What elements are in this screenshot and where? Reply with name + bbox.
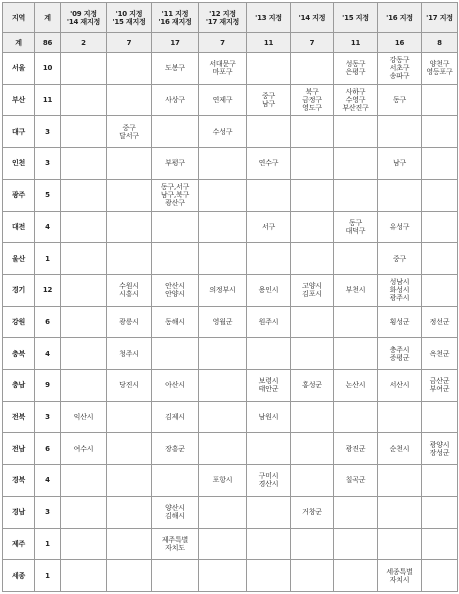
column-header: '13 지정	[247, 3, 291, 33]
district-cell	[422, 560, 458, 592]
region-cell: 충남	[3, 370, 35, 402]
table-row	[3, 338, 458, 370]
district-cell: 김제시	[152, 401, 199, 433]
district-cell: 영월군	[199, 306, 247, 338]
district-cell	[334, 528, 378, 560]
region-count-cell: 10	[35, 53, 61, 85]
district-cell: 횡성군	[378, 306, 422, 338]
district-cell	[107, 179, 152, 211]
table-row	[3, 243, 458, 275]
district-cell	[422, 84, 458, 116]
district-cell: 광양시 장성군	[422, 433, 458, 465]
district-cell	[61, 465, 107, 497]
district-cell: 북구 금정구 영도구	[291, 84, 334, 116]
district-cell	[107, 243, 152, 275]
district-cell: 중구 달서구	[107, 116, 152, 148]
district-cell: 사상구	[152, 84, 199, 116]
region-count-cell: 11	[35, 84, 61, 116]
district-cell	[291, 338, 334, 370]
district-cell	[334, 496, 378, 528]
district-cell	[291, 401, 334, 433]
table-row	[3, 274, 458, 306]
district-cell	[247, 243, 291, 275]
district-cell	[107, 84, 152, 116]
table-row	[3, 148, 458, 180]
district-cell	[291, 148, 334, 180]
region-cell: 충북	[3, 338, 35, 370]
district-cell	[422, 496, 458, 528]
district-cell: 고양시 김포시	[291, 274, 334, 306]
table-body	[3, 53, 458, 592]
district-cell	[422, 243, 458, 275]
district-cell	[61, 179, 107, 211]
district-cell	[291, 528, 334, 560]
district-cell: 세종특별 자치시	[378, 560, 422, 592]
district-cell: 연제구	[199, 84, 247, 116]
region-count-cell: 9	[35, 370, 61, 402]
district-cell	[61, 370, 107, 402]
table-row	[3, 306, 458, 338]
table-row	[3, 560, 458, 592]
district-cell	[291, 560, 334, 592]
district-cell	[378, 496, 422, 528]
district-cell	[247, 433, 291, 465]
table-row	[3, 116, 458, 148]
district-cell	[422, 274, 458, 306]
district-cell	[152, 211, 199, 243]
table-row	[3, 465, 458, 497]
district-cell: 여수시	[61, 433, 107, 465]
total-cell: 11	[247, 33, 291, 53]
region-count-cell: 3	[35, 116, 61, 148]
district-cell	[199, 528, 247, 560]
district-cell	[247, 338, 291, 370]
district-cell	[107, 401, 152, 433]
district-cell: 서대문구 마포구	[199, 53, 247, 85]
district-cell: 동구,서구 남구,북구 광산구	[152, 179, 199, 211]
district-cell	[378, 179, 422, 211]
total-cell: 8	[422, 33, 458, 53]
district-cell	[247, 116, 291, 148]
district-cell	[61, 496, 107, 528]
district-cell	[247, 53, 291, 85]
district-cell: 원주시	[247, 306, 291, 338]
district-cell: 양천구 영등포구	[422, 53, 458, 85]
district-cell: 연수구	[247, 148, 291, 180]
column-header: '09 지정 '14 재지정	[61, 3, 107, 33]
region-cell: 서울	[3, 53, 35, 85]
district-cell	[199, 179, 247, 211]
district-cell: 아산시	[152, 370, 199, 402]
region-cell: 울산	[3, 243, 35, 275]
district-cell: 서산시	[378, 370, 422, 402]
region-cell: 인천	[3, 148, 35, 180]
district-cell	[291, 306, 334, 338]
district-cell: 안산시 안양시	[152, 274, 199, 306]
district-cell	[247, 179, 291, 211]
district-cell	[378, 401, 422, 433]
column-header: '15 지정	[334, 3, 378, 33]
district-cell: 거창군	[291, 496, 334, 528]
district-cell	[378, 528, 422, 560]
district-cell	[199, 148, 247, 180]
district-cell	[334, 148, 378, 180]
table-row	[3, 84, 458, 116]
designation-table	[2, 2, 458, 592]
district-cell	[199, 496, 247, 528]
district-cell: 성남시 화성시 광주시	[378, 274, 422, 306]
table-row	[3, 370, 458, 402]
column-header: '12 지정 '17 재지정	[199, 3, 247, 33]
table-row	[3, 53, 458, 85]
district-cell	[247, 528, 291, 560]
district-cell: 수원시 시흥시	[107, 274, 152, 306]
region-count-cell: 4	[35, 465, 61, 497]
district-cell: 용인시	[247, 274, 291, 306]
district-cell	[61, 211, 107, 243]
district-cell	[422, 401, 458, 433]
district-cell: 동구 대덕구	[334, 211, 378, 243]
district-cell	[107, 465, 152, 497]
total-cell: 11	[334, 33, 378, 53]
district-cell	[152, 243, 199, 275]
district-cell: 홍성군	[291, 370, 334, 402]
district-cell	[199, 433, 247, 465]
region-cell: 제주	[3, 528, 35, 560]
district-cell: 유성구	[378, 211, 422, 243]
district-cell: 부평구	[152, 148, 199, 180]
region-count-cell: 6	[35, 433, 61, 465]
district-cell	[107, 433, 152, 465]
district-cell	[152, 338, 199, 370]
table-row	[3, 496, 458, 528]
region-count-cell: 3	[35, 401, 61, 433]
district-cell	[61, 84, 107, 116]
district-cell: 충주시 증평군	[378, 338, 422, 370]
district-cell	[378, 116, 422, 148]
table-row	[3, 433, 458, 465]
district-cell	[107, 560, 152, 592]
district-cell: 광릉시	[107, 306, 152, 338]
district-cell	[61, 243, 107, 275]
district-cell	[334, 179, 378, 211]
region-count-cell: 6	[35, 306, 61, 338]
region-count-cell: 1	[35, 243, 61, 275]
total-cell: 7	[199, 33, 247, 53]
district-cell	[107, 496, 152, 528]
column-header: '14 지정	[291, 3, 334, 33]
district-cell	[152, 116, 199, 148]
table-row	[3, 211, 458, 243]
district-cell: 보령시 태안군	[247, 370, 291, 402]
column-header: '10 지정 '15 재지정	[107, 3, 152, 33]
district-cell	[61, 560, 107, 592]
region-count-cell: 12	[35, 274, 61, 306]
region-count-cell: 4	[35, 211, 61, 243]
district-cell: 중구 남구	[247, 84, 291, 116]
district-cell: 남구	[378, 148, 422, 180]
district-cell	[291, 465, 334, 497]
district-cell	[107, 211, 152, 243]
district-cell: 논산시	[334, 370, 378, 402]
region-cell: 부산	[3, 84, 35, 116]
district-cell	[422, 465, 458, 497]
column-header: 지역	[3, 3, 35, 33]
column-header: 계	[35, 3, 61, 33]
total-label: 계	[3, 33, 35, 53]
district-cell: 옥천군	[422, 338, 458, 370]
region-cell: 경북	[3, 465, 35, 497]
region-count-cell: 3	[35, 148, 61, 180]
total-cell: 86	[35, 33, 61, 53]
region-cell: 대구	[3, 116, 35, 148]
district-cell: 청주시	[107, 338, 152, 370]
district-cell: 칠곡군	[334, 465, 378, 497]
district-cell	[107, 53, 152, 85]
district-cell	[107, 148, 152, 180]
district-cell: 익산시	[61, 401, 107, 433]
district-cell	[199, 243, 247, 275]
district-cell	[61, 528, 107, 560]
district-cell: 강동구 서초구 송파구	[378, 53, 422, 85]
district-cell: 의정부시	[199, 274, 247, 306]
district-cell	[291, 433, 334, 465]
table-row	[3, 401, 458, 433]
district-cell	[422, 211, 458, 243]
district-cell: 포항시	[199, 465, 247, 497]
district-cell: 남원시	[247, 401, 291, 433]
region-cell: 강원	[3, 306, 35, 338]
district-cell: 순천시	[378, 433, 422, 465]
total-cell: 7	[291, 33, 334, 53]
district-cell	[422, 528, 458, 560]
district-cell	[334, 401, 378, 433]
district-cell	[291, 116, 334, 148]
district-cell: 서구	[247, 211, 291, 243]
district-cell: 양산시 김해시	[152, 496, 199, 528]
district-cell: 동해시	[152, 306, 199, 338]
district-cell	[422, 179, 458, 211]
district-cell	[422, 116, 458, 148]
total-cell: 16	[378, 33, 422, 53]
district-cell	[334, 306, 378, 338]
district-cell: 중구	[378, 243, 422, 275]
district-cell	[199, 401, 247, 433]
district-cell	[334, 560, 378, 592]
district-cell	[199, 211, 247, 243]
region-count-cell: 4	[35, 338, 61, 370]
district-cell	[61, 274, 107, 306]
region-count-cell: 5	[35, 179, 61, 211]
district-cell	[61, 116, 107, 148]
district-cell	[291, 211, 334, 243]
region-count-cell: 1	[35, 528, 61, 560]
region-cell: 대전	[3, 211, 35, 243]
district-cell: 장흥군	[152, 433, 199, 465]
region-cell: 광주	[3, 179, 35, 211]
district-cell: 부천시	[334, 274, 378, 306]
region-cell: 경기	[3, 274, 35, 306]
total-row	[3, 33, 458, 53]
district-cell	[291, 243, 334, 275]
district-cell	[61, 53, 107, 85]
district-cell: 금산군 부여군	[422, 370, 458, 402]
district-cell	[61, 148, 107, 180]
district-cell: 수성구	[199, 116, 247, 148]
total-cell: 2	[61, 33, 107, 53]
district-cell: 당진시	[107, 370, 152, 402]
region-cell: 전북	[3, 401, 35, 433]
district-cell	[199, 338, 247, 370]
district-cell	[199, 560, 247, 592]
district-cell	[107, 528, 152, 560]
district-cell: 정선군	[422, 306, 458, 338]
district-cell: 성동구 은평구	[334, 53, 378, 85]
district-cell	[152, 465, 199, 497]
region-count-cell: 3	[35, 496, 61, 528]
district-cell	[334, 116, 378, 148]
district-cell	[199, 370, 247, 402]
total-cell: 17	[152, 33, 199, 53]
column-header: '16 지정	[378, 3, 422, 33]
region-cell: 경남	[3, 496, 35, 528]
table-row	[3, 528, 458, 560]
district-cell: 사하구 수영구 부산진구	[334, 84, 378, 116]
district-cell	[247, 560, 291, 592]
district-cell: 도봉구	[152, 53, 199, 85]
district-cell	[378, 465, 422, 497]
district-cell	[422, 148, 458, 180]
district-cell	[334, 243, 378, 275]
district-cell	[152, 560, 199, 592]
district-cell	[247, 496, 291, 528]
district-cell: 구미시 경산시	[247, 465, 291, 497]
district-cell: 동구	[378, 84, 422, 116]
district-cell	[61, 306, 107, 338]
district-cell	[291, 179, 334, 211]
district-cell	[291, 53, 334, 85]
total-cell: 7	[107, 33, 152, 53]
district-cell: 광진군	[334, 433, 378, 465]
region-cell: 전남	[3, 433, 35, 465]
header-row	[3, 3, 458, 33]
table-row	[3, 179, 458, 211]
column-header: '17 지정	[422, 3, 458, 33]
region-cell: 세종	[3, 560, 35, 592]
district-cell	[61, 338, 107, 370]
region-count-cell: 1	[35, 560, 61, 592]
district-cell	[334, 338, 378, 370]
district-cell: 제주특별 자치도	[152, 528, 199, 560]
column-header: '11 지정 '16 재지정	[152, 3, 199, 33]
